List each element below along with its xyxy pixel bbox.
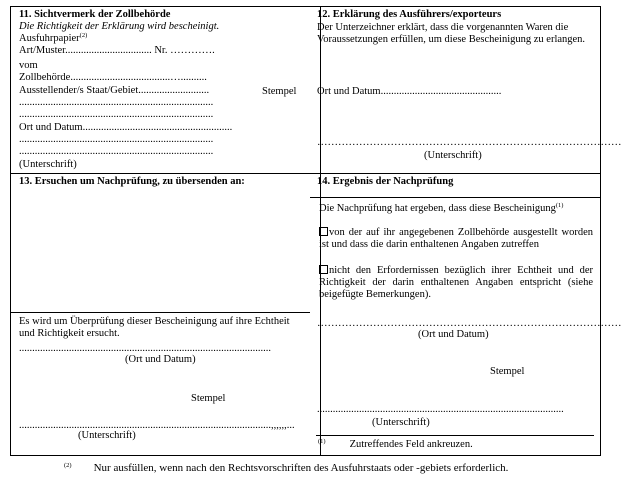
option-not-authentic-text: nicht den Erfordernissen bezüglich ihrer Echtheit und der Richtigkeit der darin enthaltenen Angaben entspricht (siehe beigefügte Bemerkungen). bbox=[319, 265, 593, 300]
footnote-ref-1: (1) bbox=[555, 202, 564, 209]
box12-title: 12. Erklärung des Ausführers/exporteurs bbox=[317, 9, 502, 20]
box11-stamp-label: Stempel bbox=[262, 86, 297, 97]
dotted-line: .............................................................................................. bbox=[317, 404, 564, 415]
footnote-marker-2: (2) bbox=[64, 462, 72, 469]
box14-footnote-line bbox=[316, 435, 594, 436]
box12-signature-label: (Unterschrift) bbox=[424, 150, 482, 161]
box11-subtitle: Die Richtigkeit der Erklärung wird bescheinigt. bbox=[19, 21, 220, 32]
ausfuhrpapier-text: Ausfuhrpapier bbox=[19, 33, 80, 44]
checkbox-not-authentic[interactable] bbox=[319, 265, 328, 274]
dotted-line: ................................................................................................ bbox=[19, 343, 271, 354]
footnote-marker-1: (1) bbox=[318, 438, 326, 445]
box14-option-not-authentic bbox=[319, 265, 593, 301]
page-footnote bbox=[64, 462, 508, 474]
ausfuhrpapier-label bbox=[19, 33, 87, 45]
box14-stamp-label: Stempel bbox=[490, 366, 525, 377]
box14-title: 14. Ergebnis der Nachprüfung bbox=[317, 176, 454, 187]
box14-intro bbox=[319, 203, 563, 215]
box13-request-text: Es wird um Überprüfung dieser Bescheinigung auf ihre Echtheit und Richtigkeit ersucht. bbox=[19, 316, 290, 339]
dotted-line: .......................................................................... bbox=[19, 146, 214, 157]
dotted-line: …………………………………………………………………………… bbox=[317, 137, 622, 148]
box14-signature-label: (Unterschrift) bbox=[372, 417, 430, 428]
zollbehoerde-field: Zollbehörde......................................….......... bbox=[19, 72, 207, 83]
box12-place-date: Ort und Datum.............................................. bbox=[317, 86, 502, 97]
ausstellender-staat-field: Ausstellender/s Staat/Gebiet........................... bbox=[19, 85, 210, 96]
dotted-line: .......................................................................... bbox=[19, 97, 214, 108]
box14-footnote-text: Zutreffendes Feld ankreuzen. bbox=[349, 439, 473, 450]
box12-declaration-text: Der Unterzeichner erklärt, dass die vorgenannten Waren die Voraussetzungen erfüllen, um diese Bescheinigung zu erlangen. bbox=[317, 22, 586, 45]
box11-signature-label: (Unterschrift) bbox=[19, 159, 77, 170]
box13-divider bbox=[11, 312, 310, 313]
box13-title: 13. Ersuchen um Nachprüfung, zu übersenden an: bbox=[19, 176, 245, 187]
box13-place-date: (Ort und Datum) bbox=[125, 354, 196, 365]
box13-stamp-label: Stempel bbox=[191, 393, 226, 404]
page-footnote-text: Nur ausfüllen, wenn nach den Rechtsvorschriften des Ausfuhrstaats oder -gebiets erforderlich. bbox=[93, 462, 509, 474]
box14-intro-text: Die Nachprüfung hat ergeben, dass diese Bescheinigung bbox=[319, 203, 556, 214]
row-divider bbox=[11, 173, 600, 174]
vom-label: vom bbox=[19, 60, 38, 71]
checkbox-authentic[interactable] bbox=[319, 227, 328, 236]
dotted-line: .......................................................................... bbox=[19, 109, 214, 120]
footnote-ref-2: (2) bbox=[79, 32, 88, 39]
option-authentic-text: von der auf ihr angegebenen Zollbehörde ausgestellt worden ist und dass die darin enthaltenen Angaben zutreffen bbox=[319, 227, 593, 250]
box11-place-date: Ort und Datum......................................................... bbox=[19, 122, 233, 133]
box14-place-date: (Ort und Datum) bbox=[418, 329, 489, 340]
box11-title: 11. Sichtvermerk der Zollbehörde bbox=[19, 9, 171, 20]
box13-signature-label: (Unterschrift) bbox=[78, 430, 136, 441]
dotted-line: .......................................................................... bbox=[19, 134, 214, 145]
art-muster-field: Art/Muster................................. Nr. …………. bbox=[19, 45, 215, 56]
box14-footnote bbox=[318, 439, 473, 451]
dotted-line: …………………………………………………………………………… bbox=[317, 318, 622, 329]
box14-divider bbox=[310, 197, 600, 198]
dotted-line: ................................................................................................,,,,,,... bbox=[19, 420, 295, 431]
box14-option-authentic bbox=[319, 227, 593, 251]
